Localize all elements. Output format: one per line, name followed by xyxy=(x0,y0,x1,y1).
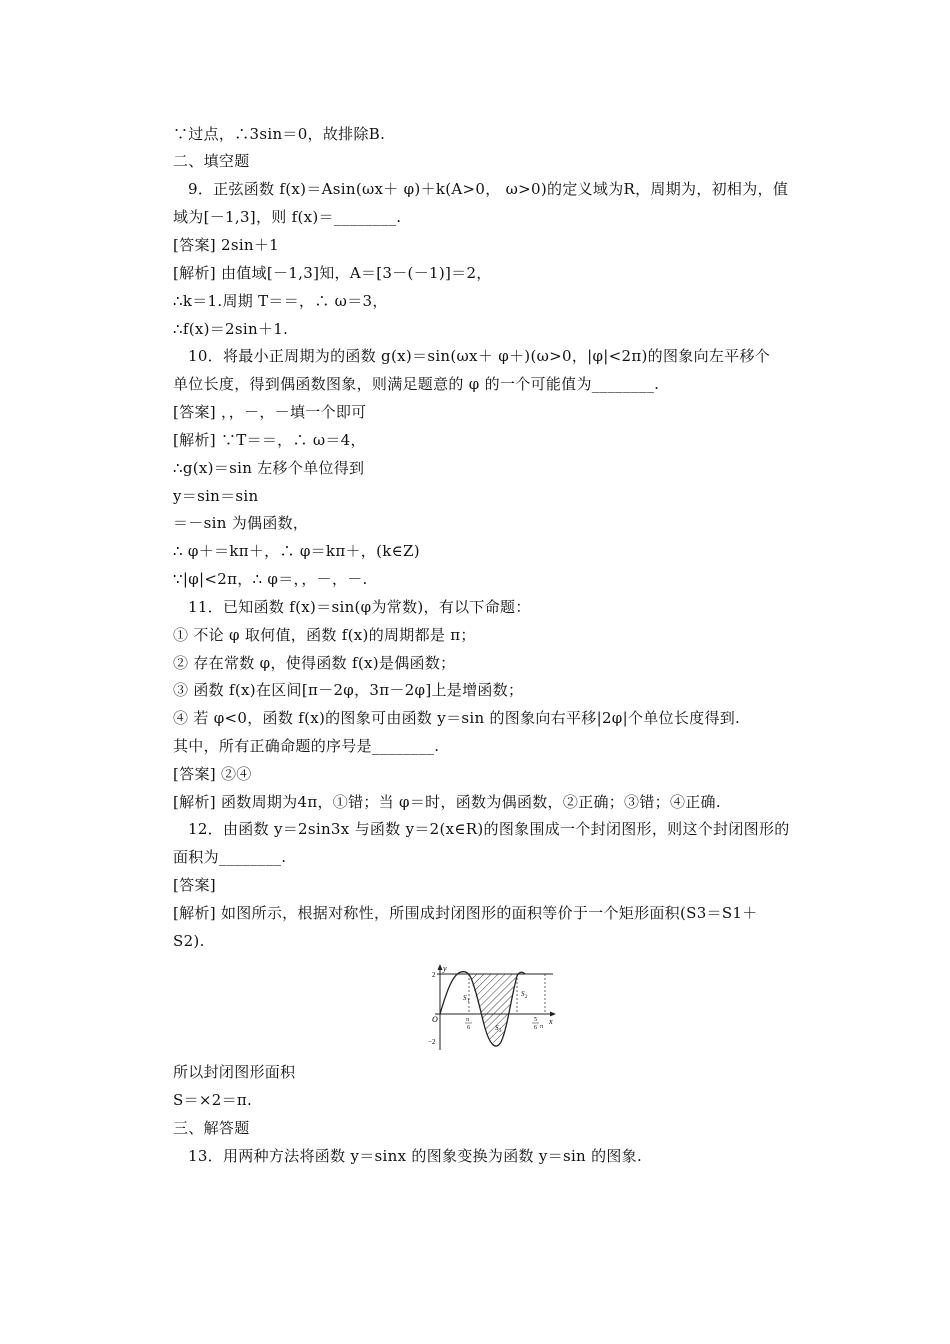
y-axis-label: y xyxy=(443,964,447,973)
x-tick-5pi6-den: 6 xyxy=(534,1025,537,1031)
analysis-line: [解析] ∵T＝＝，∴ ω＝4， xyxy=(173,431,366,449)
origin-label: O xyxy=(432,1015,438,1024)
x-tick-pi6-num: π xyxy=(466,1017,470,1023)
text-line: 其中，所有正确命题的序号是________. xyxy=(173,737,440,755)
analysis-line: [解析] 函数周期为4π，①错；当 φ＝时，函数为偶函数，②正确；③错；④正确. xyxy=(173,793,721,811)
y-tick-minus-2: −2 xyxy=(428,1038,436,1046)
answer-line: [答案] ②④ xyxy=(173,765,252,783)
question-10: 10．将最小正周期为的函数 g(x)＝sin(ωx＋ φ＋)(ω>0，|φ|<2π)的图象向左平移个 xyxy=(188,347,771,365)
proposition-1: ① 不论 φ 取何值，函数 f(x)的周期都是 π； xyxy=(173,626,476,644)
x-tick-pi6-den: 6 xyxy=(467,1025,470,1031)
x-tick-5pi6-pi: π xyxy=(540,1024,544,1030)
x-tick-5pi6-num: 5 xyxy=(534,1017,537,1023)
answer-line: [答案] xyxy=(173,876,216,894)
label-s1-sub: 1 xyxy=(467,999,470,1004)
question-12: 12．由函数 y＝2sin3x 与函数 y＝2(x∈R)的图象围成一个封闭图形，则这个封闭图形的 xyxy=(188,820,790,838)
text-line: ∵过点，∴3sin＝0，故排除B. xyxy=(173,125,386,143)
text-line: 单位长度，得到偶函数图象，则满足题意的 φ 的一个可能值为________. xyxy=(173,375,660,393)
answer-line: [答案] ，，－，－填一个即可 xyxy=(173,403,367,421)
label-s3: S xyxy=(495,1024,499,1032)
y-tick-2: 2 xyxy=(432,971,436,979)
text-line: S＝×2＝π. xyxy=(173,1091,253,1109)
proposition-3: ③ 函数 f(x)在区间[π－2φ，3π－2φ]上是增函数； xyxy=(173,681,524,699)
text-line: ＝－sin 为偶函数， xyxy=(173,514,309,532)
text-line: ∴f(x)＝2sin＋1. xyxy=(173,320,289,338)
section-heading: 二、填空题 xyxy=(173,152,250,170)
analysis-line: [解析] 如图所示，根据对称性，所围成封闭图形的面积等价于一个矩形面积(S3＝S1＋ xyxy=(173,904,758,922)
label-s2: S xyxy=(521,990,525,998)
text-line: ∴g(x)＝sin 左移个单位得到 xyxy=(173,459,365,477)
question-9: 9．正弦函数 f(x)＝Asin(ωx＋ φ)＋k(A>0， ω>0)的定义域为R，周期为，初相为，值 xyxy=(188,180,789,198)
text-line: S2). xyxy=(173,932,205,950)
sine-area-figure xyxy=(425,962,560,1052)
answer-line: [答案] 2sin＋1 xyxy=(173,236,280,254)
text-line: 面积为________. xyxy=(173,848,287,866)
text-line: y＝sin＝sin xyxy=(173,487,259,505)
label-s2-sub: 2 xyxy=(525,995,528,1000)
question-11: 11．已知函数 f(x)＝sin(φ为常数)，有以下命题： xyxy=(188,598,531,616)
analysis-line: [解析] 由值域[－1,3]知，A＝[3－(－1)]＝2， xyxy=(173,264,492,282)
x-axis-label: x xyxy=(549,1017,553,1026)
text-line: ∴ φ＋＝kπ＋，∴ φ＝kπ＋，(k∈Z) xyxy=(173,542,420,560)
text-line: 所以封闭图形面积 xyxy=(173,1063,296,1081)
proposition-4: ④ 若 φ<0，函数 f(x)的图象可由函数 y＝sin 的图象向右平移|2φ|个单位长度得到. xyxy=(173,709,741,727)
proposition-2: ② 存在常数 φ，使得函数 f(x)是偶函数； xyxy=(173,654,456,672)
text-line: ∵|φ|<2π，∴ φ＝，，－，－. xyxy=(173,570,368,588)
text-line: 域为[－1,3]，则 f(x)＝________. xyxy=(173,208,402,226)
section-heading: 三、解答题 xyxy=(173,1119,250,1137)
label-s1: S xyxy=(463,994,467,1002)
label-s3-sub: 3 xyxy=(499,1029,502,1034)
question-13: 13．用两种方法将函数 y＝sinx 的图象变换为函数 y＝sin 的图象. xyxy=(188,1147,643,1165)
text-line: ∴k＝1.周期 T＝＝，∴ ω＝3， xyxy=(173,292,388,310)
